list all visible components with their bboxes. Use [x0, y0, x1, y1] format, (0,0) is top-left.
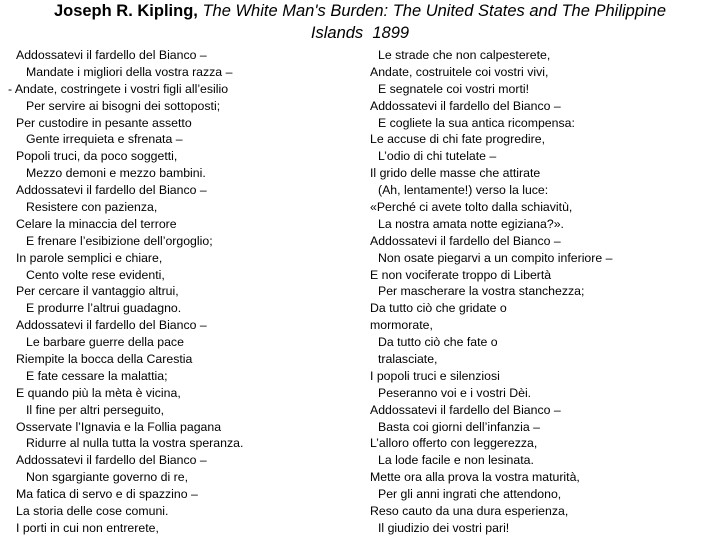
poem-line: La nostra amata notte egiziana?».	[378, 216, 564, 231]
poem-line: Non sgargiante governo di re,	[26, 470, 189, 485]
poem-line: Per mascherare la vostra stanchezza;	[378, 284, 585, 299]
poem-line: Per gli anni ingrati che attendono,	[378, 487, 562, 502]
poem-line: Il fine per altri perseguito,	[26, 402, 165, 417]
poem-line: (Ah, lentamente!) verso la luce:	[378, 183, 549, 198]
poem-line: E frenare l’esibizione dell’orgoglio;	[26, 233, 213, 248]
poem-line: Addossatevi il fardello del Bianco –	[16, 453, 207, 468]
title-author: Joseph R. Kipling,	[53, 2, 198, 20]
poem-line: Per custodire in pesante assetto	[16, 115, 192, 130]
poem-line: Da tutto ciò che fate o	[378, 335, 498, 350]
poem-line: Popoli truci, da poco soggetti,	[16, 149, 178, 164]
poem-line: L’alloro offerto con leggerezza,	[370, 436, 538, 451]
poem-line: La lode facile e non lesinata.	[378, 453, 534, 468]
title-work: The White Man's Burden: The United States and The Philippine	[202, 2, 667, 20]
poem-line: E quando più la mèta è vicina,	[16, 385, 181, 400]
poem-line: Le strade che non calpesterete,	[378, 48, 551, 62]
poem-line: Il grido delle masse che attirate	[370, 166, 541, 181]
poem-line: «Perché ci avete tolto dalla schiavitù,	[370, 200, 573, 215]
poem-line: - Andate, costringete i vostri figli all’esilio	[8, 81, 229, 96]
poem-line: Addossatevi il fardello del Bianco –	[16, 183, 207, 198]
poem-line: Per cercare il vantaggio altrui,	[16, 284, 179, 299]
poem-line: E non vociferate troppo di Libertà	[370, 267, 552, 282]
title-year: 1899	[372, 24, 410, 42]
poem-line: I porti in cui non entrerete,	[16, 520, 159, 535]
page-title	[0, 0, 720, 44]
poem-line: tralasciate,	[378, 352, 438, 367]
title-line-1	[0, 0, 720, 22]
poem-line: Cento volte rese evidenti,	[26, 267, 165, 282]
poem-line: Mette ora alla prova la vostra maturità,	[370, 470, 580, 485]
poem-left-column	[8, 47, 358, 537]
poem-line: E fate cessare la malattia;	[26, 368, 168, 383]
poem-line: Addossatevi il fardello del Bianco –	[370, 98, 561, 113]
poem-line: Le accuse di chi fate progredire,	[370, 132, 545, 147]
poem-line: Celare la minaccia del terrore	[16, 216, 177, 231]
title-work-cont: Islands	[310, 24, 364, 42]
poem-line: Mandate i migliori della vostra razza –	[26, 64, 233, 79]
title-line-2	[0, 22, 720, 44]
poem-line: Ridurre al nulla tutta la vostra speranza.	[26, 436, 244, 451]
poem-line: Le barbare guerre della pace	[26, 335, 184, 350]
poem-line: E produrre l’altrui guadagno.	[26, 301, 182, 316]
poem-line: Mezzo demoni e mezzo bambini.	[26, 166, 206, 181]
poem-line: Addossatevi il fardello del Bianco –	[16, 48, 207, 62]
poem-line: L’odio di chi tutelate –	[378, 149, 497, 164]
poem-line: Resistere con pazienza,	[26, 200, 158, 215]
poem-right-column	[370, 47, 715, 537]
poem-line: In parole semplici e chiare,	[16, 250, 163, 265]
poem-line: Addossatevi il fardello del Bianco –	[16, 318, 207, 333]
poem-line: mormorate,	[370, 318, 433, 333]
poem-line: I popoli truci e silenziosi	[370, 368, 500, 383]
poem-line: Addossatevi il fardello del Bianco –	[370, 402, 561, 417]
poem-line: Da tutto ciò che gridate o	[370, 301, 507, 316]
poem-line: Non osate piegarvi a un compito inferiore –	[378, 250, 613, 265]
poem-line: Ma fatica di servo e di spazzino –	[16, 487, 198, 502]
poem-line: Basta coi giorni dell’infanzia –	[378, 419, 541, 434]
poem-line: Osservate l’Ignavia e la Follia pagana	[16, 419, 222, 434]
poem-line: Riempite la bocca della Carestia	[16, 352, 193, 367]
poem-line: Peseranno voi e i vostri Dèi.	[378, 385, 532, 400]
poem-line: La storia delle cose comuni.	[16, 504, 169, 519]
poem-line: Reso cauto da una dura esperienza,	[370, 504, 569, 519]
poem-line: Il giudizio dei vostri pari!	[378, 520, 510, 535]
poem-line: Addossatevi il fardello del Bianco –	[370, 233, 561, 248]
poem-line: E cogliete la sua antica ricompensa:	[378, 115, 575, 130]
poem-line: Andate, costruitele coi vostri vivi,	[370, 64, 549, 79]
poem-line: Per servire ai bisogni dei sottoposti;	[26, 98, 221, 113]
poem-line: Gente irrequieta e sfrenata –	[26, 132, 183, 147]
poem-line: E segnatele coi vostri morti!	[378, 81, 530, 96]
